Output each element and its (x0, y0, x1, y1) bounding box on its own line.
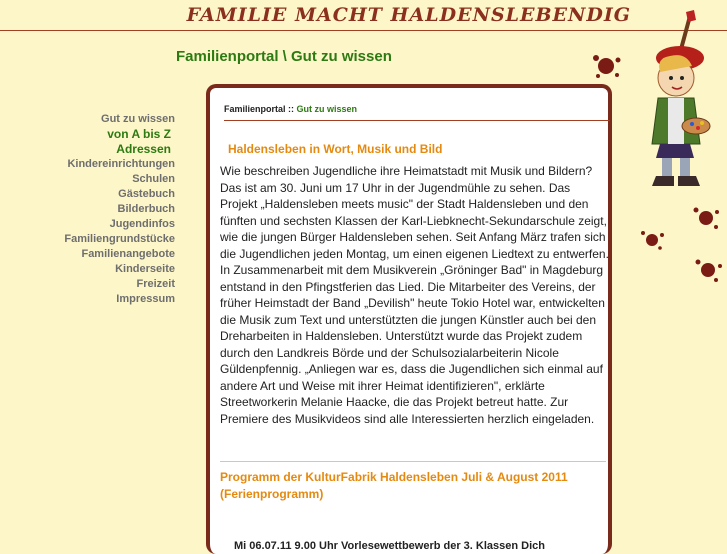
paint-splatter-icon (640, 228, 666, 252)
nav-item-kindereinrichtungen[interactable]: Kindereinrichtungen (67, 158, 175, 170)
nav-item-familiengrundstuecke[interactable]: Familiengrundstücke (64, 233, 175, 245)
paint-splatter-icon (692, 204, 722, 232)
nav-item-bilderbuch[interactable]: Bilderbuch (117, 203, 175, 215)
nav-item-jugendinfos[interactable]: Jugendinfos (109, 218, 175, 230)
event-line: Mi 06.07.11 9.00 Uhr Vorlesewettbewerb der 3. Klassen Dich (234, 540, 545, 552)
nav-item-von-a-bis-z[interactable]: von A bis Z (107, 127, 171, 141)
article-divider (220, 461, 606, 462)
breadcrumb-root[interactable]: Familienportal :: (224, 104, 297, 114)
content-panel (206, 84, 612, 554)
breadcrumb (224, 104, 610, 121)
article-title-kulturfabrik: Programm der KulturFabrik Haldensleben Juli & August 2011 (Ferienprogramm) (220, 470, 568, 501)
breadcrumb-current[interactable]: Gut zu wissen (296, 104, 358, 114)
sidebar-nav (0, 112, 175, 307)
nav-item-impressum[interactable]: Impressum (116, 293, 175, 305)
nav-item-adressen[interactable]: Adressen (116, 142, 171, 156)
paint-splatter-icon (590, 50, 624, 80)
page-title: Familienportal \ Gut zu wissen (176, 48, 392, 65)
nav-item-freizeit[interactable]: Freizeit (136, 278, 175, 290)
article-body: Wie beschreiben Jugendliche ihre Heimatstadt mit Musik und Bildern? Das ist am 30. Juni um 17 Uhr in der Jugendmühle zu sehen. Das Projekt „Haldensleben meets music" der Stadt Haldensleben und den fünften und sechsten Klassen der Karl-Liebknecht-Sekundarschule zeigt, wie die jungen Bürger Haldensleben sehen. Seit Anfang März trafen sich die Jugendlichen jeden Montag, um einen eigenen Liedtext zu entwerfen. In Zusammenarbeit mit dem Musikverein „Gröninger Bad" in Magdeburg entstand in den Pfingstferien das Lied. Die Mitarbeiter des Vereins, der früher Heimstadt der Band „Devilish" heute Tokio Hotel war, entwickelten die Musik zum Text und unterstützten die jungen Künstler auch bei den Dreharbeiten in Haldensleben. Unterstützt wurde das Projekt zudem durch den Landkreis Börde und der Schulsozialarbeiterin Nicole Güldenpfennig. „Anliegen war es, dass die Jugendlichen sich einmal auf andere Art und Weise mit ihrer Heimat identifizieren", erklärte Streetworkerin Melanie Haacke, die das Projekt betreut hatte. Zur Premiere des Musikvideos sind alle Interessierten herzlich eingeladen. (220, 164, 609, 426)
article-title: Haldensleben in Wort, Musik und Bild (228, 142, 443, 156)
nav-item-gaestebuch[interactable]: Gästebuch (118, 188, 175, 200)
painter-girl-illustration (630, 10, 727, 200)
nav-item-schulen[interactable]: Schulen (132, 173, 175, 185)
header-bar (0, 0, 727, 31)
site-brand-logo[interactable]: FAMILIE MACHT HALDENSLEBENDIG (186, 4, 631, 26)
paint-splatter-icon (694, 256, 724, 284)
nav-item-familienangebote[interactable]: Familienangebote (81, 248, 175, 260)
nav-item-kinderseite[interactable]: Kinderseite (115, 263, 175, 275)
nav-item-gut-zu-wissen[interactable]: Gut zu wissen (101, 113, 175, 125)
